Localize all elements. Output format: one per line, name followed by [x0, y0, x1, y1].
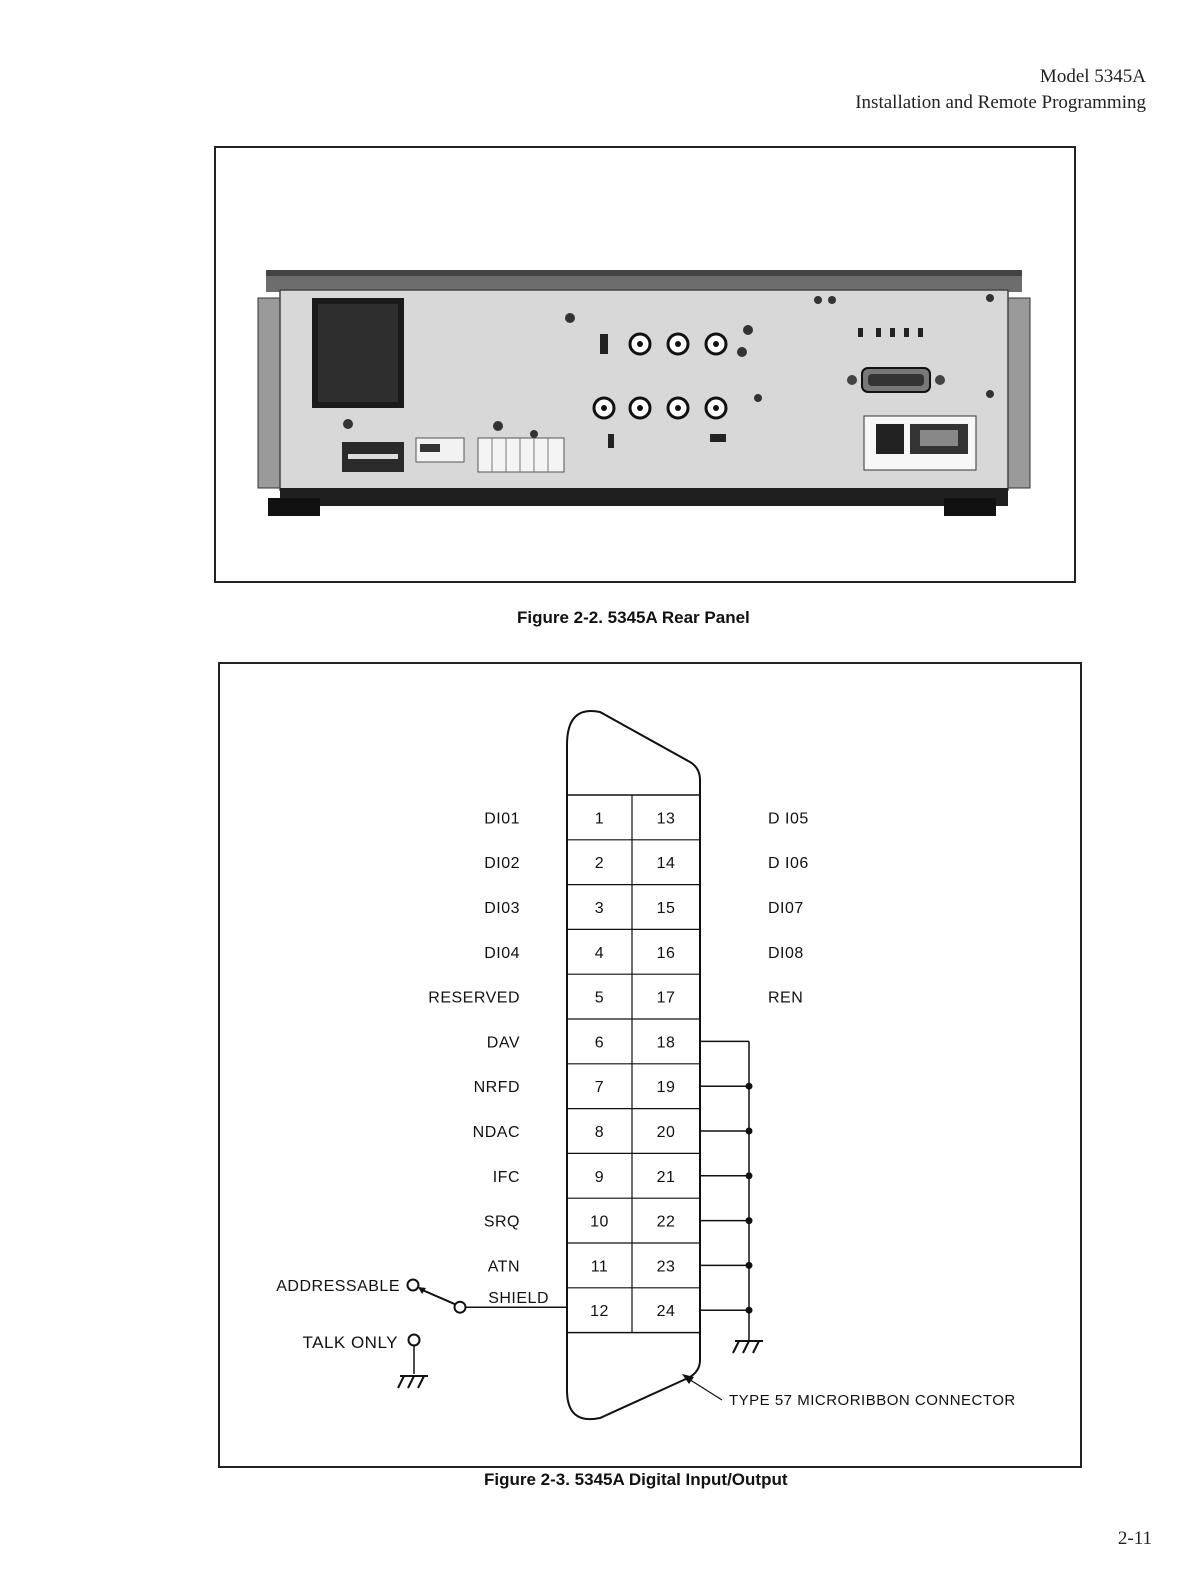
pin-number: 8 — [594, 1124, 605, 1141]
pin-number: 1 — [594, 810, 605, 828]
pin-number: 9 — [594, 1168, 605, 1186]
pin-number: 22 — [656, 1213, 676, 1231]
signal-label: DAV — [486, 1034, 520, 1052]
base — [280, 488, 1008, 506]
pin-number: 5 — [594, 989, 605, 1007]
signal-label: SRQ — [483, 1213, 520, 1231]
signal-label: DI03 — [484, 900, 520, 917]
pin-number: 6 — [594, 1034, 605, 1052]
signal-label: ATN — [487, 1258, 520, 1276]
signal-label: DI08 — [768, 944, 804, 962]
switch-arm — [420, 1289, 455, 1304]
pin-number: 23 — [656, 1258, 676, 1276]
pin-number: 10 — [590, 1213, 609, 1231]
signal-label: RESERVED — [428, 989, 520, 1007]
talk-only-ground-hatch — [418, 1376, 424, 1388]
pin-number: 11 — [590, 1258, 609, 1276]
addressable-label: ADDRESSABLE — [276, 1278, 400, 1295]
page-header — [855, 64, 1146, 116]
connector-diagram — [220, 664, 1080, 1466]
signal-label: DI04 — [484, 944, 520, 962]
signal-label: NDAC — [472, 1124, 520, 1141]
talk-only-label: TALK ONLY — [302, 1333, 398, 1352]
foot — [944, 498, 996, 516]
pin-number: 13 — [656, 810, 676, 828]
signal-label: D I05 — [768, 810, 809, 828]
signal-label: DI07 — [768, 900, 804, 917]
foot — [268, 498, 320, 516]
switch-pivot — [455, 1302, 466, 1313]
pin-number: 7 — [594, 1079, 605, 1097]
header-model: Model 5345A — [1039, 66, 1146, 87]
talk-only-ground-hatch — [398, 1376, 404, 1388]
connector-type-label: TYPE 57 MICRORIBBON CONNECTOR — [729, 1392, 1016, 1409]
talk-only-terminal — [409, 1335, 420, 1346]
config-table-plate — [478, 438, 564, 472]
page-number: 2-11 — [1117, 1528, 1152, 1549]
header-section: Installation and Remote Programming — [855, 92, 1146, 113]
right-handle — [1008, 298, 1030, 488]
signal-label: DI02 — [484, 855, 520, 873]
signal-label: REN — [768, 989, 804, 1007]
ground-symbol-hatch — [743, 1341, 749, 1353]
pin-number: 24 — [656, 1303, 676, 1321]
connector-outline — [567, 711, 700, 1419]
signal-label: NRFD — [473, 1079, 520, 1097]
pin-number: 4 — [594, 944, 605, 962]
pin-number: 14 — [656, 855, 676, 873]
ground-symbol-hatch — [733, 1341, 739, 1353]
signal-label: SHIELD — [488, 1290, 549, 1308]
pin-number: 15 — [656, 900, 676, 917]
pin-number: 3 — [594, 900, 605, 917]
figure-2-3-frame — [218, 662, 1082, 1468]
pin-number: 16 — [656, 944, 676, 962]
figure-2-3-caption: Figure 2-3. 5345A Digital Input/Output — [484, 1470, 788, 1489]
figure-2-2-caption: Figure 2-2. 5345A Rear Panel — [517, 608, 750, 627]
talk-only-ground-hatch — [408, 1376, 414, 1388]
pin-number: 12 — [590, 1303, 609, 1321]
rear-panel-image — [216, 148, 1074, 581]
pin-number: 20 — [656, 1124, 676, 1141]
pin-number: 21 — [656, 1168, 676, 1186]
figure-2-2-frame — [214, 146, 1076, 583]
signal-label: D I06 — [768, 855, 809, 873]
pin-number: 2 — [594, 855, 605, 873]
addressable-terminal — [408, 1280, 419, 1291]
pin-number: 19 — [656, 1079, 676, 1097]
left-handle — [258, 298, 280, 488]
pin-number: 18 — [656, 1034, 676, 1052]
signal-label: IFC — [492, 1168, 520, 1186]
ground-symbol-hatch — [753, 1341, 759, 1353]
pin-number: 17 — [656, 989, 676, 1007]
signal-label: DI01 — [484, 810, 520, 828]
